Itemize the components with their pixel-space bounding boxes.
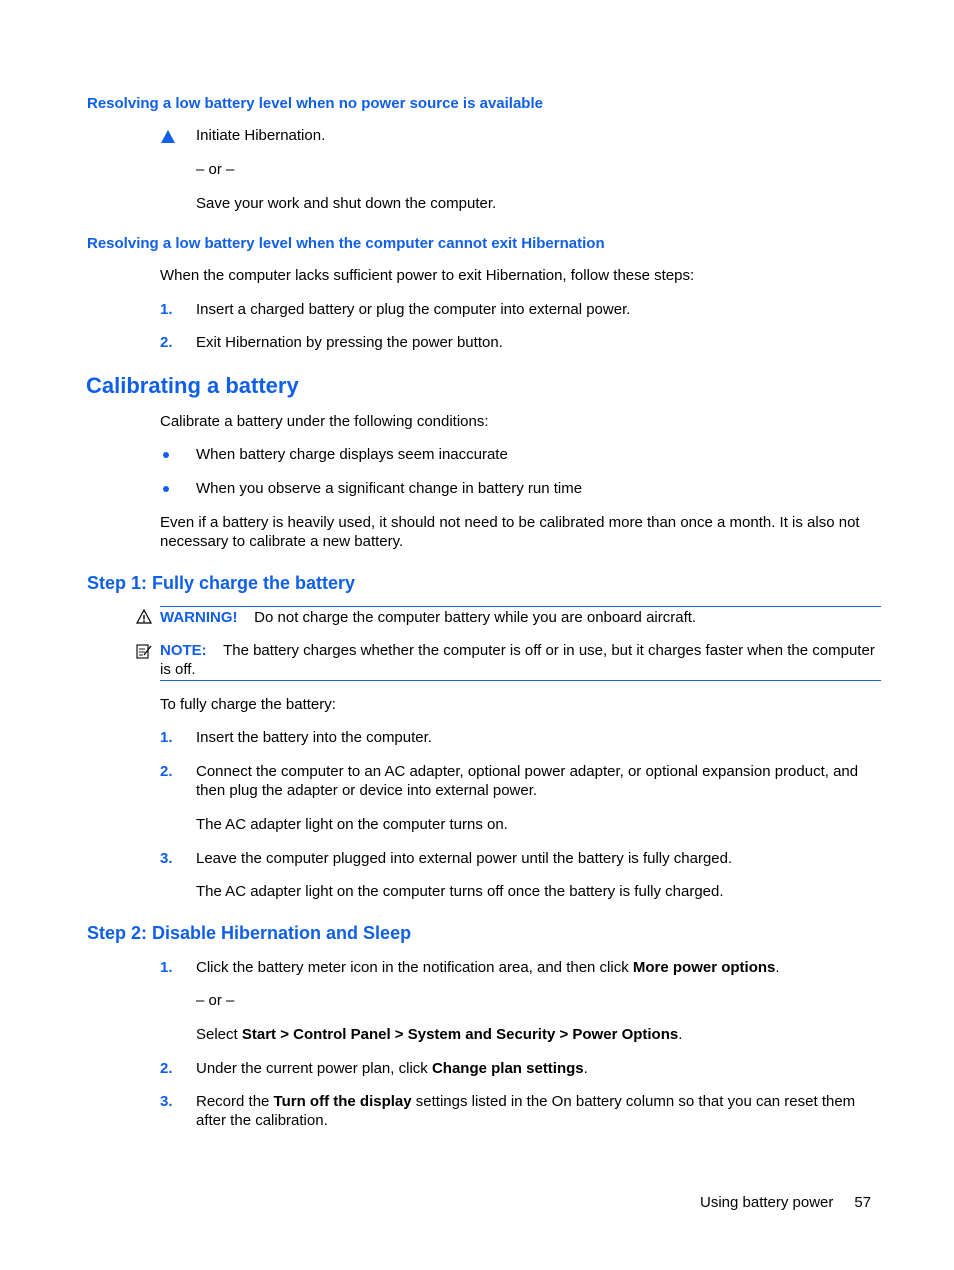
step-subtext: The AC adapter light on the computer turns off once the battery is fully charged. — [196, 883, 724, 900]
step-number: 2. — [160, 334, 173, 351]
step-number: 1. — [160, 729, 173, 746]
list-item: When battery charge displays seem inaccurate — [196, 446, 508, 463]
footer — [700, 1193, 871, 1212]
menu-path: Start > Control Panel > System and Security > Power Options — [241, 1026, 679, 1043]
section-heading: Step 2: Disable Hibernation and Sleep — [87, 923, 412, 943]
note-block — [160, 641, 882, 679]
paragraph: Calibrate a battery under the following conditions: — [160, 413, 489, 430]
divider — [160, 680, 881, 681]
list-item: When you observe a significant change in battery run time — [196, 480, 583, 497]
text-run: Record the — [196, 1093, 274, 1110]
menu-path: Turn off the display — [273, 1093, 412, 1110]
step-number: 1. — [160, 959, 173, 976]
note-icon — [135, 642, 153, 665]
paragraph: When the computer lacks sufficient power to exit Hibernation, follow these steps: — [160, 267, 695, 284]
step-text — [196, 1025, 682, 1044]
warning-text: Do not charge the computer battery while you are onboard aircraft. — [254, 609, 697, 626]
heading-low-battery-no-power: Resolving a low battery level when no power source is available — [87, 95, 543, 112]
step-number: 2. — [160, 1060, 173, 1077]
or-separator: – or – — [196, 992, 235, 1009]
section-heading: Step 1: Fully charge the battery — [87, 573, 356, 593]
step-number: 1. — [160, 301, 173, 318]
text-run: Under the current power plan, click — [196, 1060, 432, 1077]
paragraph: To fully charge the battery: — [160, 696, 336, 713]
triangle-bullet-icon — [160, 128, 176, 149]
note-label: NOTE: — [160, 642, 207, 659]
warning-label: WARNING! — [160, 609, 238, 626]
step-text: Connect the computer to an AC adapter, optional power adapter, or optional expansion product, and then plug the adapter or device into external power. — [196, 763, 859, 799]
step-subtext: The AC adapter light on the computer turns on. — [196, 816, 508, 833]
paragraph: Even if a battery is heavily used, it should not need to be calibrated more than once a month. It is also not necessary to calibrate a new battery. — [160, 514, 860, 550]
step-number: 3. — [160, 1093, 173, 1110]
bullet-dot-icon — [163, 486, 169, 492]
text-run: Select — [196, 1026, 242, 1043]
note-text: The battery charges whether the computer is off or in use, but it charges faster when the computer is off. — [160, 642, 875, 678]
step-text — [196, 958, 780, 977]
warning-block — [160, 608, 696, 627]
text-run: settings listed in the On battery column so that you can reset them after the calibration. — [196, 1093, 856, 1129]
text-run: . — [678, 1026, 683, 1043]
text-run: Click the battery meter icon in the notification area, and then click — [196, 959, 633, 976]
menu-path: Change plan settings — [431, 1060, 584, 1077]
heading-cannot-exit-hibernation: Resolving a low battery level when the computer cannot exit Hibernation — [87, 235, 605, 252]
alternative-text: Save your work and shut down the computer. — [196, 195, 497, 212]
divider — [160, 606, 881, 607]
page-title: Calibrating a battery — [86, 373, 299, 398]
bullet-dot-icon — [163, 452, 169, 458]
step-text: Insert the battery into the computer. — [196, 729, 432, 746]
footer-section-title: Using battery power — [700, 1194, 834, 1211]
or-separator: – or – — [196, 161, 235, 178]
step-text: Leave the computer plugged into external power until the battery is fully charged. — [196, 850, 733, 867]
warning-icon — [135, 608, 153, 631]
text-run: . — [583, 1060, 588, 1077]
page-number: 57 — [854, 1194, 872, 1211]
step-text: Initiate Hibernation. — [196, 127, 326, 144]
text-run: . — [775, 959, 780, 976]
step-text: Insert a charged battery or plug the computer into external power. — [196, 301, 631, 318]
step-text: Exit Hibernation by pressing the power button. — [196, 334, 503, 351]
step-text — [196, 1092, 882, 1130]
menu-path: More power options — [632, 959, 776, 976]
step-number: 2. — [160, 763, 173, 780]
step-text — [196, 1059, 588, 1078]
step-number: 3. — [160, 850, 173, 867]
